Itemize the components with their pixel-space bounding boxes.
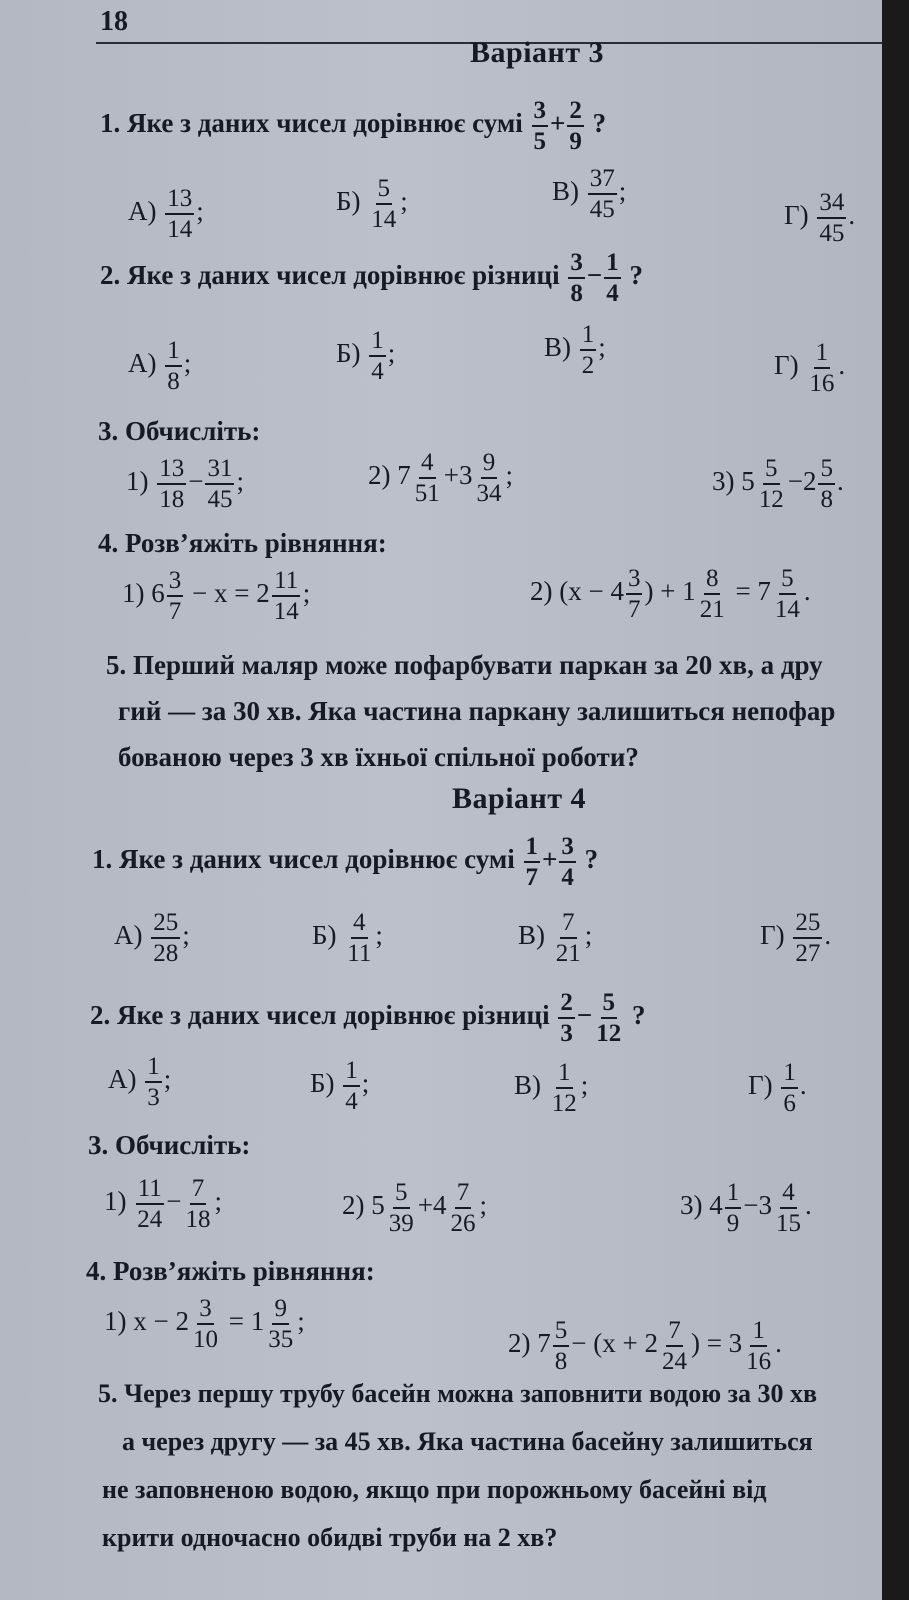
numerator: 9 [481, 450, 498, 479]
text-fragment: + [417, 1190, 433, 1221]
text-fragment: А) [128, 348, 157, 379]
text-fragment: − (x + 2 [571, 1328, 658, 1359]
numerator: 5 [553, 1318, 570, 1347]
v3-q2-option-d [774, 340, 845, 396]
text-fragment: 5 [741, 466, 755, 497]
numerator: 3 [626, 566, 643, 595]
text-fragment: ; [183, 348, 192, 379]
text-fragment: − [743, 1190, 759, 1221]
text-fragment: Г) [784, 200, 809, 231]
denominator: 39 [388, 1210, 414, 1237]
denominator: 8 [820, 486, 833, 513]
numerator: 31 [205, 456, 234, 485]
denominator: 15 [775, 1210, 801, 1237]
fraction [626, 566, 643, 622]
numerator: 4 [351, 910, 368, 939]
denominator: 14 [167, 216, 193, 243]
numerator: 11 [272, 568, 300, 597]
denominator: 11 [347, 940, 372, 967]
text-fragment: ; [505, 460, 513, 491]
text-fragment: 1. Яке з даних чисел дорівнює сумі [92, 844, 515, 875]
numerator: 2 [558, 990, 575, 1019]
text-fragment: ; [584, 920, 593, 951]
text-fragment: ; [598, 332, 606, 363]
text-fragment: . [824, 920, 832, 951]
numerator: 1 [725, 1180, 742, 1209]
denominator: 6 [783, 1090, 796, 1117]
text-fragment: В) [544, 332, 571, 363]
v3-q3-expr2 [368, 450, 513, 506]
fraction [151, 910, 180, 966]
numerator: 11 [136, 1176, 164, 1205]
text-fragment: . [838, 350, 846, 381]
text-fragment: 1) [104, 1186, 127, 1217]
fraction [757, 456, 786, 512]
text-fragment: ; [375, 920, 383, 951]
v4-q3-expr2 [342, 1180, 487, 1236]
text-fragment: а через другу — за 45 хв. Яка частина басейну залишиться [122, 1427, 813, 1456]
fraction [413, 450, 442, 506]
denominator: 45 [207, 486, 233, 513]
numerator: 1 [556, 1060, 573, 1089]
numerator: 5 [779, 566, 796, 595]
text-fragment: 2) [530, 576, 553, 607]
text-fragment: ? [632, 1000, 646, 1031]
numerator: 13 [157, 456, 186, 485]
numerator: 4 [780, 1180, 797, 1209]
fraction [191, 1296, 220, 1352]
fraction [725, 1180, 742, 1236]
text-fragment: + [443, 460, 459, 491]
numerator: 3 [532, 98, 549, 127]
denominator: 34 [476, 480, 502, 507]
text-fragment: 1) [122, 578, 145, 609]
denominator: 24 [661, 1348, 687, 1375]
numerator: 1 [580, 322, 597, 351]
denominator: 9 [726, 1210, 740, 1237]
v4-q5 [98, 1370, 878, 1562]
denominator: 28 [153, 940, 179, 967]
v4-q4: 4. Розв’яжіть рівняння: [86, 1256, 375, 1286]
v4-q3-expr3 [680, 1180, 812, 1236]
numerator: 34 [817, 190, 846, 219]
text-fragment: ; [479, 1190, 487, 1221]
numerator: 9 [272, 1296, 289, 1325]
numerator: 7 [190, 1176, 207, 1205]
v4-q1-option-a [114, 910, 190, 966]
denominator: 4 [606, 280, 619, 307]
text-fragment: − [188, 466, 204, 497]
fraction [580, 322, 597, 378]
text-fragment: − [576, 1000, 593, 1031]
text-fragment: − [586, 260, 603, 291]
numerator: 5 [601, 990, 618, 1019]
denominator: 18 [159, 486, 185, 513]
v3-q2 [100, 250, 643, 306]
fraction [448, 1180, 477, 1236]
text-fragment: = 7 [735, 576, 771, 607]
denominator: 45 [819, 220, 845, 247]
text-fragment: крити одночасно обидві труби на 2 хв? [102, 1523, 558, 1552]
numerator: 5 [376, 176, 393, 205]
text-fragment: ) = 3 [690, 1328, 743, 1359]
fraction [145, 1054, 162, 1110]
denominator: 5 [533, 128, 546, 155]
denominator: 7 [525, 864, 538, 891]
text-fragment: 1) [126, 466, 149, 497]
text-fragment: ; [297, 1306, 305, 1337]
fraction [343, 1058, 360, 1114]
text-fragment: ; [236, 466, 244, 497]
denominator: 18 [185, 1206, 211, 1233]
denominator: 14 [371, 206, 397, 233]
text-fragment: + [542, 844, 558, 875]
text-fragment: 7 [397, 460, 411, 491]
text-fragment: не заповненою водою, якщо при порожньому басейні від [102, 1475, 767, 1504]
numerator: 13 [165, 186, 194, 215]
text-fragment: Б) [310, 1068, 335, 1099]
denominator: 21 [555, 940, 581, 967]
fraction [698, 566, 727, 622]
v3-q1-option-b [336, 176, 408, 232]
fraction [793, 910, 822, 966]
text-fragment: . [799, 1070, 807, 1101]
v4-q3-expr1 [104, 1176, 222, 1232]
v4-q2-option-a [108, 1054, 171, 1110]
numerator: 5 [818, 456, 835, 485]
v4-q2-option-c [514, 1060, 588, 1116]
text-fragment: ? [584, 844, 599, 875]
fraction [774, 1180, 803, 1236]
denominator: 12 [551, 1090, 577, 1117]
v3-q4: 4. Розв’яжіть рівняння: [98, 528, 387, 558]
fraction [558, 990, 575, 1046]
text-fragment: В) [514, 1070, 541, 1101]
v3-q3: 3. Обчисліть: [98, 416, 261, 446]
numerator: 3 [559, 834, 576, 863]
text-fragment: − x = [192, 578, 250, 609]
numerator: 1 [781, 1060, 798, 1089]
text-fragment: А) [108, 1064, 137, 1095]
text-fragment: . [804, 1190, 812, 1221]
fraction [157, 456, 186, 512]
fraction [554, 910, 583, 966]
fraction [773, 566, 802, 622]
fraction [205, 456, 234, 512]
text-fragment: ? [629, 260, 644, 291]
denominator: 3 [147, 1084, 160, 1111]
text-fragment: ; [214, 1186, 222, 1217]
text-fragment: ; [400, 186, 408, 217]
text-fragment: ; [302, 578, 311, 609]
numerator: 4 [419, 450, 436, 479]
text-fragment: ) + 1 [644, 576, 696, 607]
fraction [272, 568, 301, 624]
denominator: 12 [596, 1020, 622, 1047]
variant4-title: Варіант 4 [452, 782, 587, 815]
text-fragment: 4 [709, 1190, 723, 1221]
fraction [474, 450, 503, 506]
numerator: 1 [814, 340, 831, 369]
denominator: 7 [627, 596, 641, 623]
fraction [553, 1318, 570, 1374]
page-number: 18 [100, 6, 128, 37]
numerator: 7 [455, 1180, 472, 1209]
fraction [818, 456, 835, 512]
text-fragment: . [836, 466, 844, 497]
v3-q1 [100, 98, 606, 154]
text-fragment: (x − 4 [559, 576, 624, 607]
text-fragment: А) [128, 196, 157, 227]
v3-q2-option-c [544, 322, 606, 378]
denominator: 14 [273, 598, 299, 625]
text-fragment: ; [580, 1070, 589, 1101]
text-fragment: 3) [712, 466, 735, 497]
v3-q2-option-b [336, 328, 395, 384]
numerator: 3 [167, 568, 184, 597]
numerator: 1 [369, 328, 386, 357]
v4-q1-option-c [518, 910, 592, 966]
v3-q5 [106, 642, 882, 780]
text-fragment: А) [114, 920, 143, 951]
v3-q1-option-c [552, 166, 626, 222]
text-fragment: 6 [151, 578, 165, 609]
fraction [369, 176, 398, 232]
fraction [165, 186, 194, 242]
denominator: 12 [758, 486, 784, 513]
v4-q1-option-b [312, 910, 383, 966]
text-fragment: В) [552, 176, 579, 207]
numerator: 7 [560, 910, 577, 939]
denominator: 10 [192, 1326, 218, 1353]
text-fragment: ; [196, 196, 204, 227]
denominator: 8 [167, 368, 180, 395]
fraction [266, 1296, 295, 1352]
numerator: 3 [197, 1296, 214, 1325]
text-fragment: В) [518, 920, 545, 951]
denominator: 27 [795, 940, 821, 967]
text-fragment: ; [182, 920, 190, 951]
v4-q2 [90, 990, 646, 1046]
numerator: 37 [588, 166, 617, 195]
text-fragment: Б) [336, 338, 361, 369]
denominator: 9 [569, 128, 582, 155]
v3-q1-frac2 [567, 98, 584, 154]
text-fragment: 2) [508, 1328, 531, 1359]
text-fragment: Б) [336, 186, 361, 217]
fraction [568, 250, 585, 306]
numerator: 1 [750, 1318, 767, 1347]
text-fragment: бованою через 3 хв їхньої спільної роботи? [118, 742, 639, 772]
denominator: 14 [774, 596, 800, 623]
text-fragment: 2 [256, 578, 270, 609]
text-fragment: 1) [104, 1306, 127, 1337]
text-fragment: 5. Через першу трубу басейн можна заповнити водою за 30 хв [98, 1379, 818, 1408]
fraction [604, 250, 621, 306]
fraction [165, 338, 182, 394]
text-fragment: ; [618, 176, 627, 207]
numerator: 8 [704, 566, 721, 595]
text-fragment: x − 2 [133, 1306, 189, 1337]
v4-q1-option-d [760, 910, 831, 966]
text-fragment: = 1 [228, 1306, 265, 1337]
fraction [167, 568, 184, 624]
denominator: 45 [589, 196, 615, 223]
numerator: 5 [393, 1180, 410, 1209]
text-fragment: ; [387, 338, 396, 369]
v3-q1-text: 1. Яке з даних чисел дорівнює сумі [100, 108, 523, 139]
denominator: 24 [137, 1206, 163, 1233]
v4-q4-eq2 [508, 1318, 782, 1374]
denominator: 51 [414, 480, 440, 507]
fraction [135, 1176, 164, 1232]
v3-q3-expr1 [126, 456, 244, 512]
text-fragment: 3) [680, 1190, 703, 1221]
denominator: 4 [345, 1088, 358, 1115]
text-fragment: 2) [368, 460, 391, 491]
numerator: 1 [524, 834, 541, 863]
text-fragment: . [803, 576, 811, 607]
text-fragment: − [166, 1186, 182, 1217]
text-fragment: 4 [432, 1190, 447, 1221]
denominator: 35 [268, 1326, 294, 1353]
text-fragment: 5. Перший маляр може пофарбувати паркан за 20 хв, а дру [106, 650, 823, 680]
text-fragment: 2) [342, 1190, 365, 1221]
fraction [387, 1180, 416, 1236]
fraction [524, 834, 541, 890]
text-fragment: ? [592, 108, 607, 139]
text-fragment: Г) [760, 920, 785, 951]
text-fragment: ; [361, 1068, 370, 1099]
numerator: 7 [666, 1318, 683, 1347]
v4-q3: 3. Обчисліть: [88, 1130, 251, 1160]
numerator: 3 [568, 250, 585, 279]
fraction [744, 1318, 773, 1374]
fraction [807, 340, 836, 396]
numerator: 1 [343, 1058, 360, 1087]
denominator: 8 [554, 1348, 568, 1375]
numerator: 1 [145, 1054, 162, 1083]
text-fragment: ; [163, 1064, 172, 1095]
numerator: 1 [604, 250, 621, 279]
v3-q1-frac1 [532, 98, 549, 154]
v4-q2-option-d [748, 1060, 807, 1116]
text-fragment: − [787, 466, 803, 497]
text-fragment: 2. Яке з даних чисел дорівнює різниці [90, 1000, 550, 1031]
fraction [594, 990, 623, 1046]
denominator: 4 [371, 358, 384, 385]
numerator: 5 [763, 456, 780, 485]
denominator: 16 [746, 1348, 772, 1375]
text-fragment: . [775, 1328, 782, 1359]
denominator: 21 [699, 596, 725, 623]
v4-q2-option-b [310, 1058, 369, 1114]
text-fragment: 2. Яке з даних чисел дорівнює різниці [100, 260, 560, 291]
v3-q1-option-d [784, 190, 855, 246]
v3-q4-eq2 [530, 566, 811, 622]
text-fragment: Б) [312, 920, 337, 951]
fraction [183, 1176, 212, 1232]
fraction [550, 1060, 579, 1116]
text-fragment: . [848, 200, 856, 231]
fraction [345, 910, 373, 966]
fraction [660, 1318, 689, 1374]
text-fragment: Г) [748, 1070, 773, 1101]
v4-q1 [92, 834, 598, 890]
denominator: 2 [581, 352, 595, 379]
v3-q1-option-a [128, 186, 204, 242]
text-fragment: Г) [774, 350, 799, 381]
denominator: 8 [570, 280, 583, 307]
numerator: 2 [567, 98, 584, 127]
numerator: 25 [151, 910, 180, 939]
denominator: 16 [809, 370, 835, 397]
fraction [369, 328, 386, 384]
fraction [817, 190, 846, 246]
fraction [588, 166, 617, 222]
text-fragment: 2 [802, 466, 817, 497]
text-fragment: гий — за 30 хв. Яка частина паркану залишиться непофар [118, 696, 836, 726]
text-fragment: 3 [458, 460, 473, 491]
denominator: 26 [450, 1210, 476, 1237]
numerator: 1 [165, 338, 182, 367]
denominator: 3 [560, 1020, 573, 1047]
fraction [781, 1060, 798, 1116]
v4-q4-eq1 [104, 1296, 305, 1352]
numerator: 25 [793, 910, 822, 939]
variant3-title: Варіант 3 [470, 36, 605, 69]
text-fragment: 7 [537, 1328, 551, 1359]
v3-q3-expr3 [712, 456, 844, 512]
v3-q2-option-a [128, 338, 191, 394]
text-fragment: + [550, 108, 566, 139]
text-fragment: 5 [371, 1190, 385, 1221]
fraction [559, 834, 576, 890]
denominator: 4 [561, 864, 574, 891]
text-fragment: 3 [758, 1190, 772, 1221]
denominator: 7 [168, 598, 182, 625]
v3-q4-eq1 [122, 568, 310, 624]
